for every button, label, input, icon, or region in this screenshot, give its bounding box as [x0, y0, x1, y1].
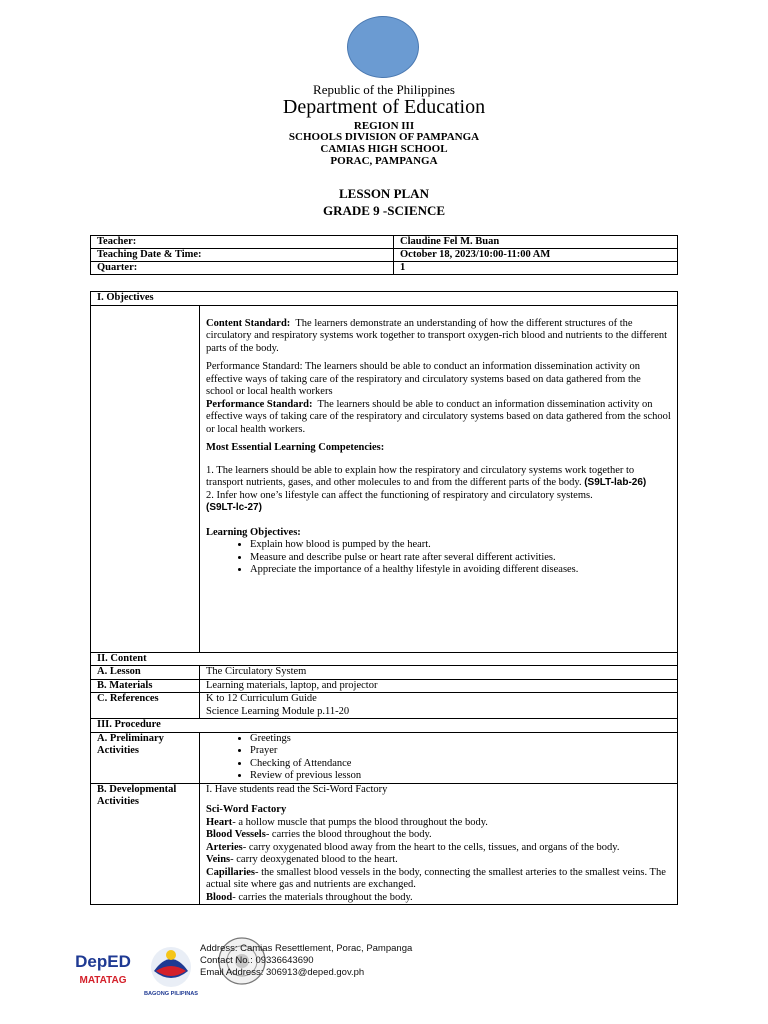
- list-item: • Explain how blood is pumped by the heart.: [250, 539, 671, 552]
- melc-1-text: 1. The learners should be able to explain how the respiratory and circulatory systems work together to transport nutrients, gases, and other molecules to and from the different parts of the body.: [206, 464, 635, 488]
- developmental-activities: [200, 783, 678, 905]
- list-item: • Greetings: [250, 733, 671, 746]
- list-item: • Appreciate the importance of a healthy lifestyle in avoiding different diseases.: [250, 564, 671, 577]
- content-section: II. Content: [91, 652, 678, 666]
- reference-2: Science Learning Module p.11-20: [206, 705, 350, 717]
- lesson-plan-title: LESSON PLAN: [339, 186, 429, 201]
- melc-2: [206, 490, 671, 515]
- date-label: Teaching Date & Time:: [91, 249, 394, 262]
- school-heading: CAMIAS HIGH SCHOOL: [320, 143, 448, 155]
- melc-2-code: (S9LT-lc-27): [206, 502, 262, 513]
- bagong-logo-text: BAGONG PILIPINAS: [143, 991, 199, 997]
- performance-standard: [206, 399, 671, 437]
- list-item: • Prayer: [250, 745, 671, 758]
- quarter-label: Quarter:: [91, 262, 394, 275]
- address-line: Address: Camias Resettlement, Porac, Pampanga: [200, 943, 413, 954]
- learning-objectives-list: [206, 539, 671, 577]
- performance-standard-plain-2: effective ways of taking care of the respiratory and circulatory systems based on data gathered from the: [206, 373, 641, 385]
- preliminary-activities: [200, 732, 678, 783]
- date-value: October 18, 2023/10:00-11:00 AM: [394, 249, 678, 262]
- melc-heading: Most Essential Learning Competencies:: [206, 442, 385, 453]
- performance-standard-plain-3: school or local health workers: [206, 386, 333, 397]
- melc-2-text: 2. Infer how one’s lifestyle can affect the functioning of respiratory and circulatory systems.: [206, 489, 593, 501]
- term-label: Capillaries: [206, 866, 255, 878]
- term-veins: [206, 854, 671, 867]
- term-definition: - carries the materials throughout the body.: [232, 891, 413, 903]
- term-label: Blood Vessels: [206, 829, 266, 840]
- materials-label: B. Materials: [91, 679, 200, 693]
- contact-block: [200, 943, 412, 979]
- melc-1: [206, 465, 671, 490]
- term-label: Blood: [206, 891, 233, 903]
- preliminary-label: A. Preliminary Activities: [91, 732, 200, 783]
- department-heading: Department of Education: [282, 96, 486, 118]
- references-value: [200, 693, 678, 719]
- term-definition: - carry oxygenated blood away from the heart to the cells, tissues, and organs of the body.: [242, 841, 620, 853]
- division-heading: SCHOOLS DIVISION OF PAMPANGA: [288, 131, 480, 143]
- contact-line: Contact No.: 09336643690: [200, 955, 314, 966]
- term-label: Heart: [206, 816, 233, 828]
- term-capillaries: [206, 867, 671, 892]
- list-item: • Measure and describe pulse or heart rate after several different activities.: [250, 552, 671, 565]
- date-row: [91, 249, 678, 262]
- republic-heading: Republic of the Philippines: [313, 82, 455, 97]
- content-standard: [206, 318, 671, 356]
- content-standard-label: Content Standard:: [206, 317, 291, 329]
- teacher-label: Teacher:: [91, 236, 394, 249]
- matatag-logo-text: MATATAG: [79, 975, 127, 986]
- sciword-title: Sci-Word Factory: [206, 804, 287, 815]
- term-label: Veins: [206, 854, 231, 865]
- term-definition: - the smallest blood vessels in the body, connecting the smallest arteries to the smallest veins. The actual site where gas and nutrients are exchanged.: [206, 866, 666, 890]
- performance-standard-plain-1: Performance Standard: The learners should be able to conduct an information dissemination activity on: [206, 361, 640, 372]
- term-heart: [206, 817, 671, 830]
- term-blood-vessels: [206, 829, 671, 842]
- deped-logo-text: DepED: [75, 952, 131, 971]
- term-definition: - carries the blood throughout the body.: [265, 829, 432, 840]
- references-label: C. References: [91, 693, 200, 719]
- deped-seal-placeholder: [347, 16, 419, 78]
- email-line: Email Address: 306913@deped.gov.ph: [200, 967, 365, 978]
- teacher-row: [91, 236, 678, 249]
- lesson-table: [90, 291, 678, 905]
- lesson-value: The Circulatory System: [200, 666, 678, 680]
- learning-objectives-heading-wrap: [206, 527, 671, 540]
- preliminary-list: [206, 733, 671, 783]
- term-label: Arteries: [206, 841, 243, 853]
- info-table: [90, 235, 678, 275]
- materials-value: Learning materials, laptop, and projector: [200, 679, 678, 693]
- developmental-intro: I. Have students read the Sci-Word Factory: [206, 783, 388, 795]
- reference-1: K to 12 Curriculum Guide: [206, 693, 317, 704]
- grade-subtitle: GRADE 9 -SCIENCE: [322, 203, 446, 218]
- quarter-value: 1: [394, 262, 678, 275]
- term-definition: - a hollow muscle that pumps the blood throughout the body.: [232, 816, 488, 828]
- content-standard-text: The learners demonstrate an understanding of how the different structures of the circulatory and respiratory systems work together to transport oxygen-rich blood and nutrients to the different parts of the body.: [206, 317, 668, 354]
- term-definition: - carry deoxygenated blood to the heart.: [230, 854, 398, 865]
- region-heading: REGION III: [353, 120, 415, 132]
- teacher-value: Claudine Fel M. Buan: [394, 236, 678, 249]
- procedure-section: III. Procedure: [91, 719, 678, 733]
- objectives-content: [200, 305, 678, 652]
- performance-standard-label: Performance Standard:: [206, 398, 313, 410]
- term-blood: [206, 892, 671, 905]
- objectives-section: I. Objectives: [91, 292, 678, 306]
- melc-heading-wrap: [206, 442, 671, 455]
- page-footer: [0, 935, 768, 1005]
- deped-matatag-logo: [72, 945, 134, 991]
- objectives-empty-cell: [91, 305, 200, 652]
- melc-1-code: (S9LT-lab-26): [584, 477, 647, 488]
- quarter-row: [91, 262, 678, 275]
- lesson-label: A. Lesson: [91, 666, 200, 680]
- list-item: • Review of previous lesson: [250, 770, 671, 783]
- developmental-label: B. Developmental Activities: [91, 783, 200, 905]
- location-heading: PORAC, PAMPANGA: [330, 155, 438, 167]
- learning-objectives-heading: Learning Objectives:: [206, 526, 301, 538]
- list-item: • Checking of Attendance: [250, 758, 671, 771]
- performance-standard-text: The learners should be able to conduct an information dissemination activity on effective ways of taking care of the respiratory and circulatory systems based on data gathered from the school or local health workers.: [206, 398, 671, 435]
- bagong-pilipinas-logo: [142, 941, 200, 999]
- term-arteries: [206, 842, 671, 855]
